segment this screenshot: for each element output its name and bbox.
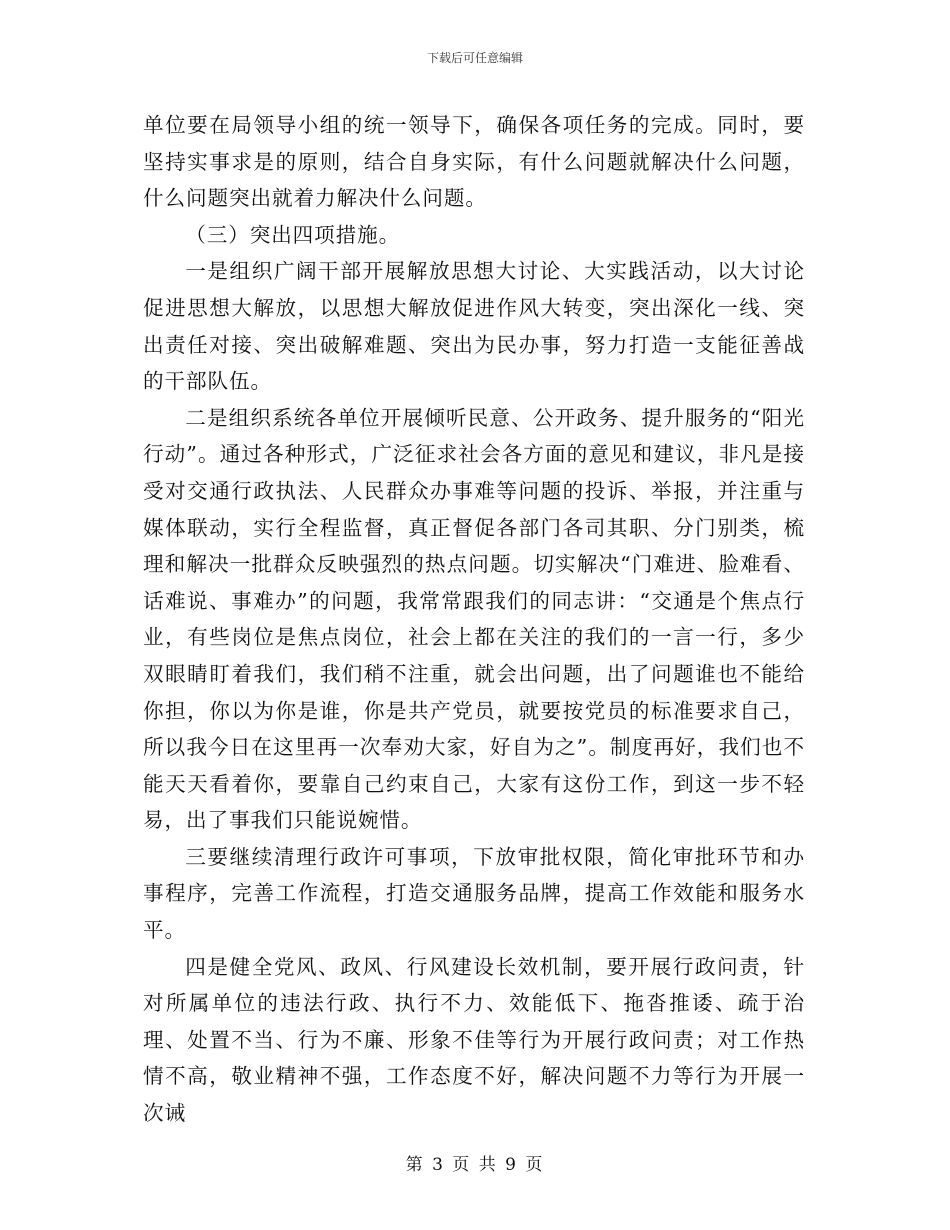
page-number-footer: 第 3 页 共 9 页 [405, 1155, 545, 1175]
paragraph-measure-1: 一是组织广阔干部开展解放思想大讨论、大实践活动，以大讨论促进思想大解放，以思想大解放促进作风大转变，突出深化一线、突出责任对接、突出破解难题、突出为民办事，努力打造一支能征善战的干部队伍。 [143, 259, 805, 394]
document-body [143, 107, 805, 1132]
paragraph-measure-3: 三要继续清理行政许可事项，下放审批权限，简化审批环节和办事程序，完善工作流程，打造交通服务品牌，提高工作效能和服务水平。 [143, 844, 805, 943]
page-header-note: 下载后可任意编辑 [426, 51, 523, 65]
section-heading: （三）突出四项措施。 [185, 222, 401, 247]
paragraph-measure-2: 二是组织系统各单位开展倾听民意、公开政务、提升服务的“阳光行动”。通过各种形式，广泛征求社会各方面的意见和建议，非凡是接受对交通行政执法、人民群众办事难等问题的投诉、举报，并注重与媒体联动，实行全程监督，真正督促各部门各司其职、分门别类，梳理和解决一批群众反映强烈的热点问题。切实解决“门难进、脸难看、话难说、事难办”的问题，我常常跟我们的同志讲：“交通是个焦点行业，有些岗位是焦点岗位，社会上都在关注的我们的一言一行，多少双眼睛盯着我们，我们稍不注重，就会出问题，出了问题谁也不能给你担，你以为你是谁，你是共产党员，就要按党员的标准要求自己，所以我今日在这里再一次奉劝大家，好自为之”。制度再好，我们也不能天天看着你，要靠自己约束自己，大家有这份工作，到这一步不轻易，出了事我们只能说婉惜。 [143, 405, 805, 833]
paragraph-measure-4: 四是健全党风、政风、行风建设长效机制，要开展行政问责，针对所属单位的违法行政、执行不力、效能低下、拖沓推诿、疏于治理、处置不当、行为不廉、形象不佳等行为开展行政问责；对工作热情不高，敬业精神不强，工作态度不好，解决问题不力等行为开展一次诫 [143, 954, 805, 1126]
paragraph-continuation: 单位要在局领导小组的统一领导下，确保各项任务的完成。同时，要坚持实事求是的原则，结合自身实际，有什么问题就解决什么问题，什么问题突出就着力解决什么问题。 [143, 113, 805, 211]
